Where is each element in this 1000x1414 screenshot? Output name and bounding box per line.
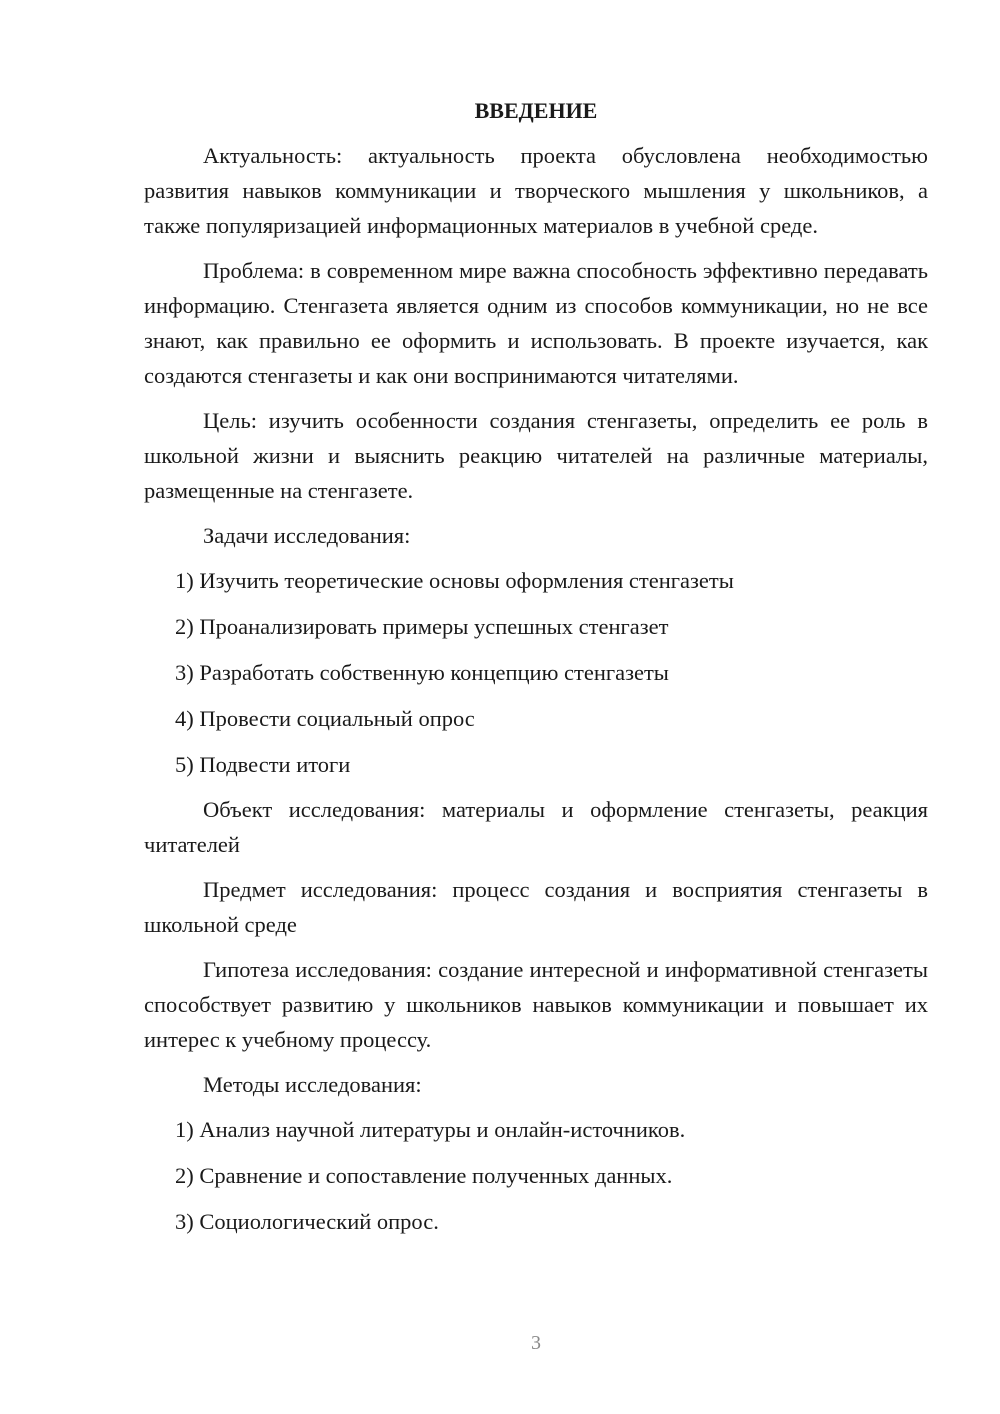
method-item: 3) Социологический опрос. — [175, 1209, 439, 1234]
task-item: 4) Провести социальный опрос — [175, 706, 475, 731]
hypothesis-paragraph: Гипотеза исследования: создание интересной и информативной стенгазеты способствует развитию у школьников навыков коммуникации и повышает их интерес к учебному процессу. — [144, 957, 928, 1052]
task-item: 3) Разработать собственную концепцию стенгазеты — [175, 660, 669, 685]
page-content — [144, 94, 928, 1249]
task-item: 2) Проанализировать примеры успешных стенгазет — [175, 614, 669, 639]
method-item: 1) Анализ научной литературы и онлайн-источников. — [175, 1117, 686, 1142]
problem-paragraph: Проблема: в современном мире важна способность эффективно передавать информацию. Стенгазета является одним из способов коммуникации, но не все знают, как правильно ее оформить и использовать. В проекте изучается, как создаются стенгазеты и как они воспринимаются читателями. — [144, 258, 928, 388]
object-paragraph: Объект исследования: материалы и оформление стенгазеты, реакция читателей — [144, 797, 928, 857]
subject-paragraph: Предмет исследования: процесс создания и восприятия стенгазеты в школьной среде — [144, 877, 928, 937]
page-title: ВВЕДЕНИЕ — [474, 98, 598, 123]
method-item: 2) Сравнение и сопоставление полученных данных. — [175, 1163, 673, 1188]
task-item: 1) Изучить теоретические основы оформления стенгазеты — [175, 568, 734, 593]
tasks-list — [144, 563, 928, 782]
goal-paragraph: Цель: изучить особенности создания стенгазеты, определить ее роль в школьной жизни и выяснить реакцию читателей на различные материалы, размещенные на стенгазете. — [144, 408, 928, 503]
task-item: 5) Подвести итоги — [175, 752, 351, 777]
methods-heading: Методы исследования: — [203, 1072, 422, 1097]
page-number: 3 — [531, 1332, 541, 1354]
methods-list — [144, 1112, 928, 1239]
tasks-heading: Задачи исследования: — [203, 523, 411, 548]
relevance-paragraph: Актуальность: актуальность проекта обусловлена необходимостью развития навыков коммуникации и творческого мышления у школьников, а также популяризацией информационных материалов в учебной среде. — [144, 143, 928, 238]
